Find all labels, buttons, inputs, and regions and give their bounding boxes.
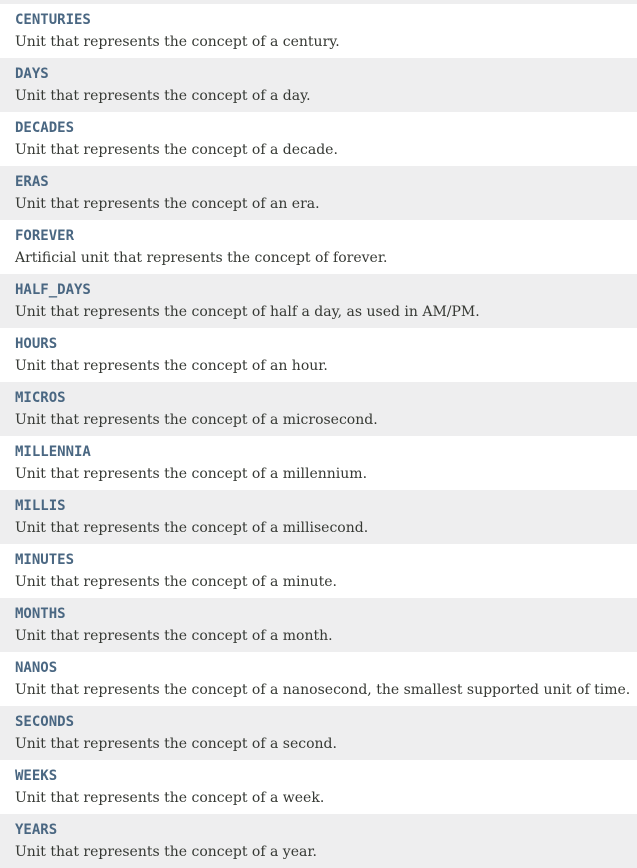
constant-description: Artificial unit that represents the concept of forever. [15,250,388,266]
constant-description: Unit that represents the concept of a second. [15,736,337,752]
constant-link[interactable]: DAYS [15,66,49,82]
constant-description: Unit that represents the concept of a millisecond. [15,520,369,536]
table-row [0,760,637,814]
constant-link[interactable]: FOREVER [15,228,75,244]
constant-link[interactable]: WEEKS [15,768,58,784]
constant-description: Unit that represents the concept of an hour. [15,358,328,374]
table-row [0,598,637,652]
constant-description: Unit that represents the concept of a day. [15,88,311,104]
table-row [0,4,637,58]
constant-link[interactable]: MONTHS [15,606,66,622]
constant-link[interactable]: NANOS [15,660,58,676]
constant-description: Unit that represents the concept of a century. [15,34,340,50]
constant-link[interactable]: ERAS [15,174,49,190]
constant-description: Unit that represents the concept of half a day, as used in AM/PM. [15,304,480,320]
constant-description: Unit that represents the concept of an era. [15,196,320,212]
constant-link[interactable]: HOURS [15,336,58,352]
table-row [0,436,637,490]
table-row [0,490,637,544]
table-row [0,220,637,274]
constant-description: Unit that represents the concept of a microsecond. [15,412,378,428]
table-row [0,652,637,706]
constant-link[interactable]: SECONDS [15,714,75,730]
table-row [0,274,637,328]
constant-description: Unit that represents the concept of a decade. [15,142,338,158]
enum-constant-summary-table [0,4,637,868]
constant-link[interactable]: MILLIS [15,498,66,514]
table-row [0,814,637,868]
table-row [0,58,637,112]
constant-link[interactable]: MICROS [15,390,66,406]
table-row [0,544,637,598]
table-row [0,112,637,166]
constant-link[interactable]: YEARS [15,822,58,838]
table-row [0,328,637,382]
constant-link[interactable]: DECADES [15,120,75,136]
table-row [0,706,637,760]
constant-description: Unit that represents the concept of a millennium. [15,466,368,482]
constant-link[interactable]: MINUTES [15,552,75,568]
constant-link[interactable]: HALF_DAYS [15,282,91,298]
constant-link[interactable]: MILLENNIA [15,444,91,460]
constant-description: Unit that represents the concept of a month. [15,628,333,644]
constant-description: Unit that represents the concept of a year. [15,844,317,860]
constant-description: Unit that represents the concept of a week. [15,790,325,806]
table-row [0,166,637,220]
constant-description: Unit that represents the concept of a minute. [15,574,337,590]
table-row [0,382,637,436]
constant-description: Unit that represents the concept of a nanosecond, the smallest supported unit of time. [15,682,631,698]
constant-link[interactable]: CENTURIES [15,12,91,28]
